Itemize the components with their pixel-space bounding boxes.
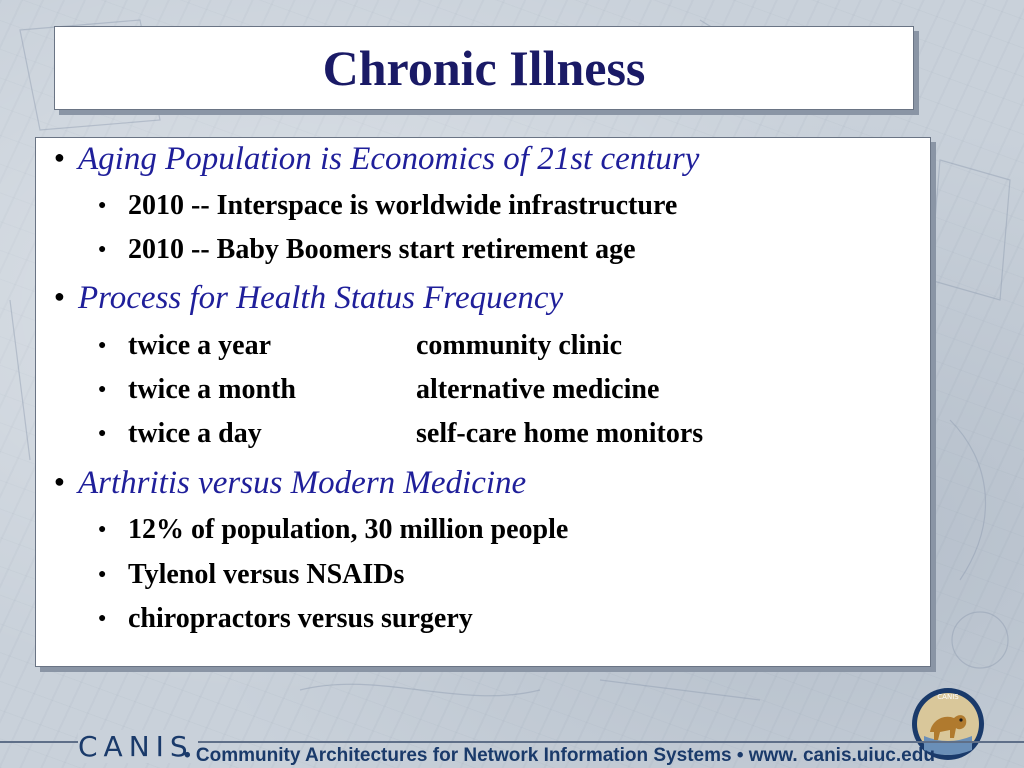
bullet-dot-icon: ● xyxy=(98,242,107,257)
bullet-dot-icon: ● xyxy=(98,426,107,441)
bullet-item: ● twice a day self-care home monitors xyxy=(98,418,704,449)
bullet-dot-icon: ● xyxy=(54,471,65,491)
bullet-item: ● twice a month alternative medicine xyxy=(98,374,660,405)
bullet-item: ● chiropractors versus surgery xyxy=(98,603,473,634)
footer-tagline: • Community Architectures for Network Information Systems • www. canis.uiuc.edu xyxy=(184,745,935,766)
bullet-dot-icon: ● xyxy=(98,522,107,537)
bullet-item-detail: self-care home monitors xyxy=(416,418,704,449)
bullet-dot-icon: ● xyxy=(98,338,107,353)
bullet-heading: ● Arthritis versus Modern Medicine xyxy=(54,465,527,501)
footer xyxy=(0,728,1024,768)
bullet-heading: ● Aging Population is Economics of 21st century xyxy=(54,141,700,177)
bullet-item: ● 2010 -- Baby Boomers start retirement age xyxy=(98,234,636,265)
slide-title: Chronic Illness xyxy=(322,40,646,96)
bullet-dot-icon: ● xyxy=(98,567,107,582)
bullet-dot-icon: ● xyxy=(98,382,107,397)
bullet-item: ● Tylenol versus NSAIDs xyxy=(98,559,405,590)
bullet-dot-icon: ● xyxy=(98,198,107,213)
bullet-heading: ● Process for Health Status Frequency xyxy=(54,280,564,316)
title-box xyxy=(54,26,914,110)
bullet-dot-icon: ● xyxy=(54,286,65,306)
footer-brand: CANIS xyxy=(78,730,198,763)
content-box xyxy=(35,137,931,667)
bullet-item-detail: alternative medicine xyxy=(416,374,660,405)
bullet-item: ● 2010 -- Interspace is worldwide infrastructure xyxy=(98,190,678,221)
bullet-item-detail: community clinic xyxy=(416,330,623,361)
bullet-item: ● 12% of population, 30 million people xyxy=(98,514,569,545)
svg-text:CANIS: CANIS xyxy=(937,693,959,701)
bullet-item: ● twice a year community clinic xyxy=(98,330,623,361)
bullet-dot-icon: ● xyxy=(98,611,107,626)
bullet-dot-icon: ● xyxy=(54,147,65,167)
